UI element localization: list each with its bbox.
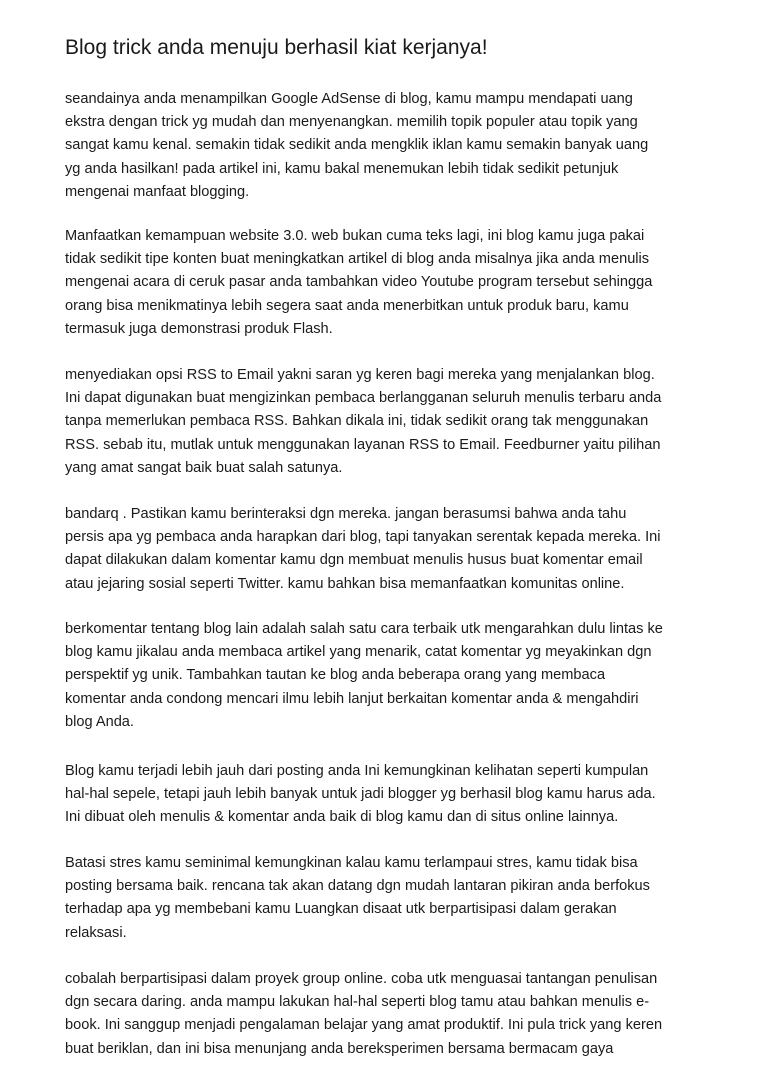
paragraph-line: Manfaatkan kemampuan website 3.0. web bukan cuma teks lagi, ini blog kamu juga pakai (65, 228, 645, 244)
paragraph-line: blog Anda. (65, 713, 134, 730)
paragraph-line: posting bersama baik. rencana tak akan datang dgn mudah lantaran pikiran anda berfokus (65, 878, 650, 895)
paragraph-line: blog kamu jikalau anda membaca artikel yang menarik, catat komentar yg meyakinkan dgn (65, 644, 652, 661)
paragraph-commenting (65, 618, 663, 734)
paragraph-line: yang amat sangat baik buat salah satunya. (65, 459, 343, 476)
paragraph-line: yg anda hasilkan! pada artikel ini, kamu bakal menemukan lebih tidak sedikit petunjuk (65, 160, 619, 177)
paragraph-line: mengenai acara di ceruk pasar anda tambahkan video Youtube program tersebut sehingga (65, 274, 653, 291)
paragraph-line: orang bisa menikmatinya lebih segera saat anda menerbitkan untuk produk baru, kamu (65, 297, 629, 314)
paragraph-group-project (65, 968, 662, 1061)
paragraph-line: menyediakan opsi RSS to Email yakni saran yg keren bagi mereka yang menjalankan blog. (65, 367, 655, 383)
paragraph-line: hal-hal sepele, tetapi jauh lebih banyak untuk jadi blogger yg berhasil blog kamu harus ada. (65, 786, 656, 803)
paragraph-interaction (65, 503, 660, 596)
paragraph-line: seandainya anda menampilkan Google AdSense di blog, kamu mampu mendapati uang (65, 91, 633, 107)
paragraph-line: relaksasi. (65, 924, 127, 941)
paragraph-rss-email (65, 364, 661, 480)
paragraph-line: RSS. sebab itu, mutlak untuk menggunakan layanan RSS to Email. Feedburner yaitu pilihan (65, 436, 661, 453)
paragraph-line: book. Ini sanggup menjadi pengalaman belajar yang amat produktif. Ini pula trick yang keren (65, 1017, 663, 1034)
paragraph-line: sangat kamu kenal. semakin tidak sedikit anda mengklik iklan kamu semakin banyak uang (65, 137, 649, 154)
paragraph-adsense (65, 88, 648, 204)
paragraph-line: buat beriklan, dan ini bisa menunjang anda bereksperimen bersama bermacam gaya (65, 1040, 614, 1057)
paragraph-line: komentar anda condong mencari ilmu lebih lanjut berkaitan komentar anda & mengahdiri (65, 690, 639, 707)
paragraph-line: mengenai manfaat blogging. (65, 183, 250, 200)
paragraph-line: dgn secara daring. anda mampu lakukan hal-hal seperti blog tamu atau bahkan menulis e- (65, 994, 650, 1011)
paragraph-line: Ini dapat digunakan buat mengizinkan pembaca berlangganan seluruh menulis terbaru anda (65, 390, 662, 407)
paragraph-line: Batasi stres kamu seminimal kemungkinan kalau kamu terlampaui stres, kamu tidak bisa (65, 855, 638, 871)
paragraph-line: perspektif yg unik. Tambahkan tautan ke blog anda beberapa orang yang membaca (65, 667, 606, 684)
paragraph-line: cobalah berpartisipasi dalam proyek group online. coba utk menguasai tantangan penulisan (65, 971, 658, 987)
paragraph-blog-beyond (65, 760, 656, 830)
paragraph-web-content (65, 225, 652, 341)
paragraph-line: Blog kamu terjadi lebih jauh dari posting anda Ini kemungkinan kelihatan seperti kumpulan (65, 763, 649, 779)
paragraph-line: bandarq . Pastikan kamu berinteraksi dgn mereka. jangan berasumsi bahwa anda tahu (65, 506, 627, 522)
paragraph-line: tanpa memerlukan pembaca RSS. Bahkan dikala ini, tidak sedikit orang tak menggunakan (65, 413, 649, 430)
paragraph-line: terhadap apa yg membebani kamu Luangkan disaat utk berpartisipasi dalam gerakan (65, 901, 617, 918)
paragraph-line: dapat dilakukan dalam komentar kamu dgn membuat menulis husus buat komentar email (65, 552, 643, 569)
document-title: Blog trick anda menuju berhasil kiat kerjanya! (65, 36, 488, 59)
paragraph-line: termasuk juga demonstrasi produk Flash. (65, 320, 333, 337)
paragraph-line: tidak sedikit tipe konten buat meningkatkan artikel di blog anda misalnya jika anda menulis (65, 251, 650, 268)
paragraph-line: ekstra dengan trick yg mudah dan menyenangkan. memilih topik populer atau topik yang (65, 114, 638, 131)
paragraph-line: berkomentar tentang blog lain adalah salah satu cara terbaik utk mengarahkan dulu lintas ke (65, 621, 663, 637)
paragraph-line: atau jejaring sosial seperti Twitter. kamu bahkan bisa memanfaatkan komunitas online. (65, 575, 625, 592)
paragraph-stress (65, 852, 650, 945)
paragraph-line: Ini dibuat oleh menulis & komentar anda baik di blog kamu dan di situs online lainnya. (65, 809, 619, 826)
paragraph-line: persis apa yg pembaca anda harapkan dari blog, tapi tanyakan serentak kepada mereka. Ini (65, 529, 661, 546)
